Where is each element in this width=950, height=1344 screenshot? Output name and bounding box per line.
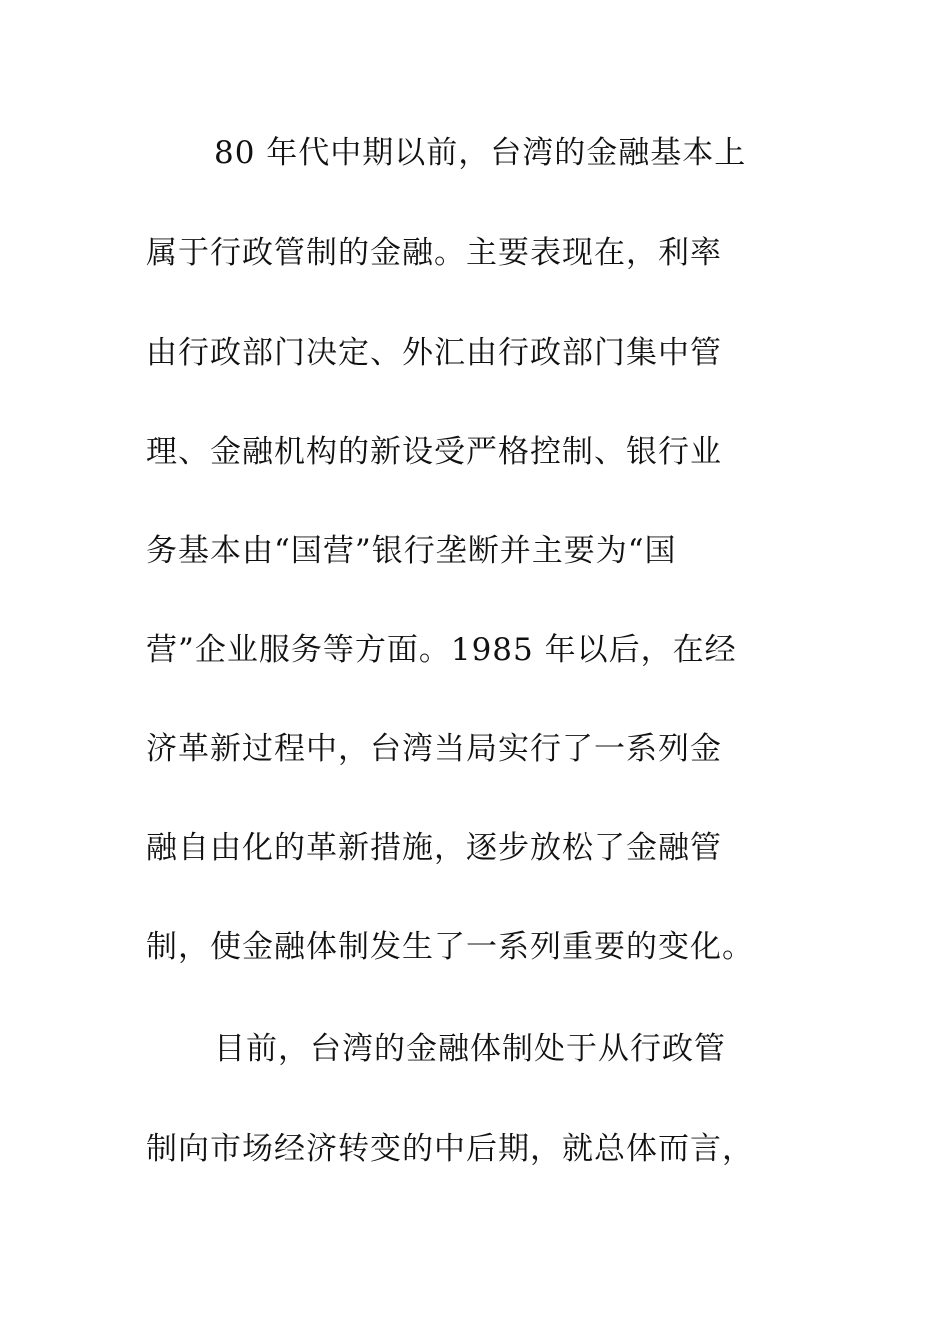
text-line: 理、金融机构的新设受严格控制、银行业 [146,434,722,470]
text-line: 目前，台湾的金融体制处于从行政管 [214,1031,726,1067]
text-line: 营”企业服务等方面。1985 年以后，在经 [146,632,737,668]
text-line: 融自由化的革新措施，逐步放松了金融管 [146,830,722,866]
text-line: 80 年代中期以前，台湾的金融基本上 [214,135,747,171]
text-line: 制，使金融体制发生了一系列重要的变化。 [146,929,754,965]
text-line: 由行政部门决定、外汇由行政部门集中管 [146,335,722,371]
text-line: 济革新过程中，台湾当局实行了一系列金 [146,731,722,767]
text-line: 制向市场经济转变的中后期，就总体而言， [146,1131,754,1167]
text-line: 务基本由“国营”银行垄断并主要为“国 [146,533,677,569]
text-line: 属于行政管制的金融。主要表现在，利率 [146,235,722,271]
